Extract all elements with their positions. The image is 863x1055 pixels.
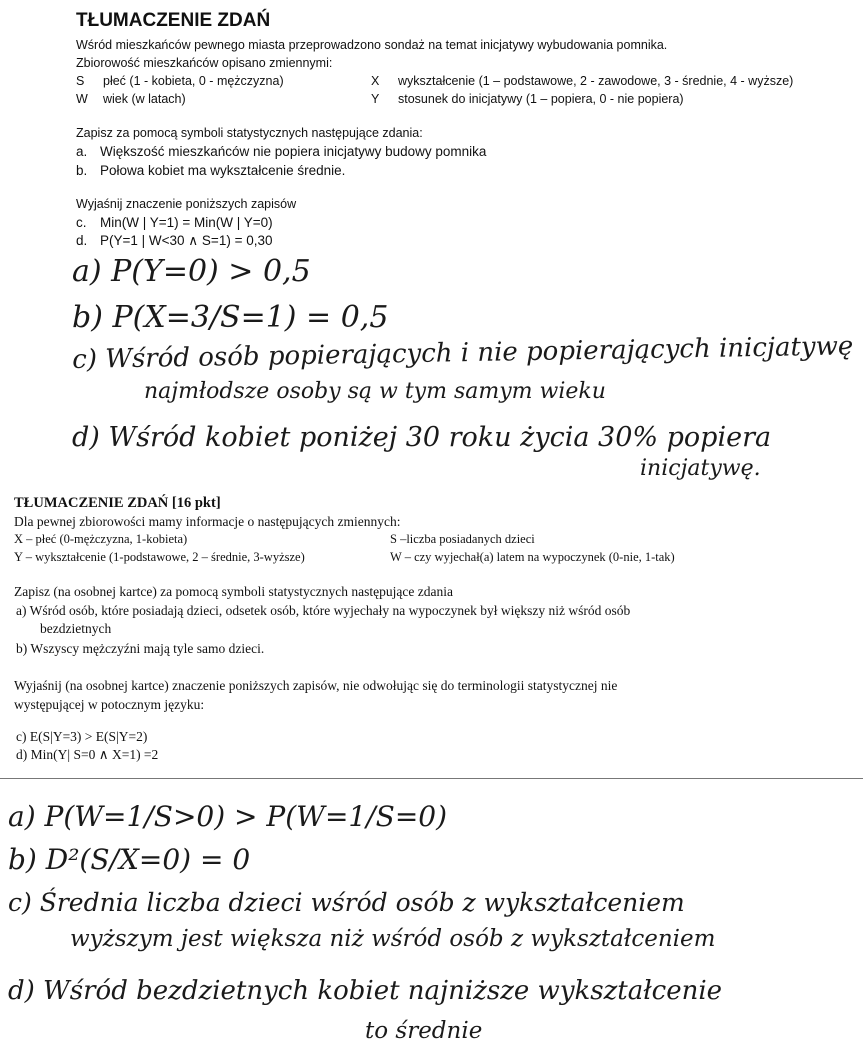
handwritten2-answer-d-line2: to średnie [365,1018,483,1044]
var-symbol-y: Y [371,92,380,106]
var-desc-y: stosunek do inicjatywy (1 – popiera, 0 - nie popiera) [398,92,684,106]
item-a-letter: a. [76,144,88,159]
var-desc-s: płeć (1 - kobieta, 0 - mężczyzna) [103,74,284,88]
handwritten-answer-d-line2: inicjatywę. [640,456,761,481]
handwritten-answer-a: a) P(Y=0) > 0,5 [72,254,311,289]
sheet1-title: TŁUMACZENIE ZDAŃ [76,10,271,31]
item-a-text: Większość mieszkańców nie popiera inicjatywy budowy pomnika [100,144,487,159]
sheet2-task-explain-line1: Wyjaśnij (na osobnej kartce) znaczenie poniższych zapisów, nie odwołując się do terminologii statystycznej nie [14,678,618,693]
handwritten2-answer-c-line1: c) Średnia liczba dzieci wśród osób z wykształceniem [8,888,685,917]
sheet1-intro-variables: Zbiorowość mieszkańców opisano zmiennymi: [76,56,333,70]
sheet2-item-a-line1: a) Wśród osób, które posiadają dzieci, odsetek osób, które wyjechały na wypoczynek był większy niż wśród osób [16,603,631,618]
var-symbol-w: W [76,92,88,106]
sheet1-intro: Wśród mieszkańców pewnego miasta przeprowadzono sondaż na temat inicjatywy wybudowania pomnika. [76,38,668,52]
handwritten2-answer-c-line2: wyższym jest większa niż wśród osób z wykształceniem [70,926,716,952]
sheet2-title: TŁUMACZENIE ZDAŃ [16 pkt] [14,495,221,511]
var-desc-x: wykształcenie (1 – podstawowe, 2 - zawodowe, 3 - średnie, 4 - wyższe) [398,74,794,88]
sheet2-var-w: W – czy wyjechał(a) latem na wypoczynek (0-nie, 1-tak) [390,550,675,564]
var-symbol-x: X [371,74,380,88]
var-desc-w: wiek (w latach) [103,92,186,106]
var-symbol-s: S [76,74,85,88]
sheet2-item-b: b) Wszyscy mężczyźni mają tyle samo dzieci. [16,641,265,656]
handwritten-answer-c-line1: c) Wśród osób popierających i nie popierających inicjatywę [72,331,854,375]
handwritten2-answer-b: b) D²(S/X=0) = 0 [8,843,251,876]
item-d-formula: P(Y=1 | W<30 ∧ S=1) = 0,30 [100,233,273,248]
handwritten-answer-b: b) P(X=3/S=1) = 0,5 [72,300,389,335]
sheet2-intro: Dla pewnej zbiorowości mamy informacje o następujących zmiennych: [14,514,401,529]
item-b-letter: b. [76,163,88,178]
sheet2-task-explain-line2: występującej w potocznym języku: [14,697,205,712]
item-d-letter: d. [76,233,88,248]
section-divider [0,778,863,779]
sheet2-item-c: c) E(S|Y=3) > E(S|Y=2) [16,729,148,744]
handwritten-answer-c-line2: najmłodsze osoby są w tym samym wieku [144,379,606,404]
item-c-letter: c. [76,215,87,230]
handwritten2-answer-a: a) P(W=1/S>0) > P(W=1/S=0) [8,800,448,833]
sheet2-var-s: S –liczba posiadanych dzieci [390,532,535,546]
sheet2-var-y: Y – wykształcenie (1-podstawowe, 2 – średnie, 3-wyższe) [14,550,305,564]
sheet2-task-write: Zapisz (na osobnej kartce) za pomocą symboli statystycznych następujące zdania [14,584,453,599]
sheet2-item-a-line2: bezdzietnych [40,621,112,636]
sheet1-task-explain: Wyjaśnij znaczenie poniższych zapisów [76,197,297,211]
item-b-text: Połowa kobiet ma wykształcenie średnie. [100,163,346,178]
sheet2-item-d: d) Min(Y| S=0 ∧ X=1) =2 [16,747,159,762]
handwritten2-answer-d-line1: d) Wśród bezdzietnych kobiet najniższe wykształcenie [8,976,723,1006]
handwritten-answer-d-line1: d) Wśród kobiet poniżej 30 roku życia 30% popiera [72,422,772,453]
item-c-formula: Min(W | Y=1) = Min(W | Y=0) [100,215,273,230]
sheet1-task-write: Zapisz za pomocą symboli statystycznych następujące zdania: [76,126,423,140]
sheet2-var-x: X – płeć (0-mężczyzna, 1-kobieta) [14,532,188,546]
